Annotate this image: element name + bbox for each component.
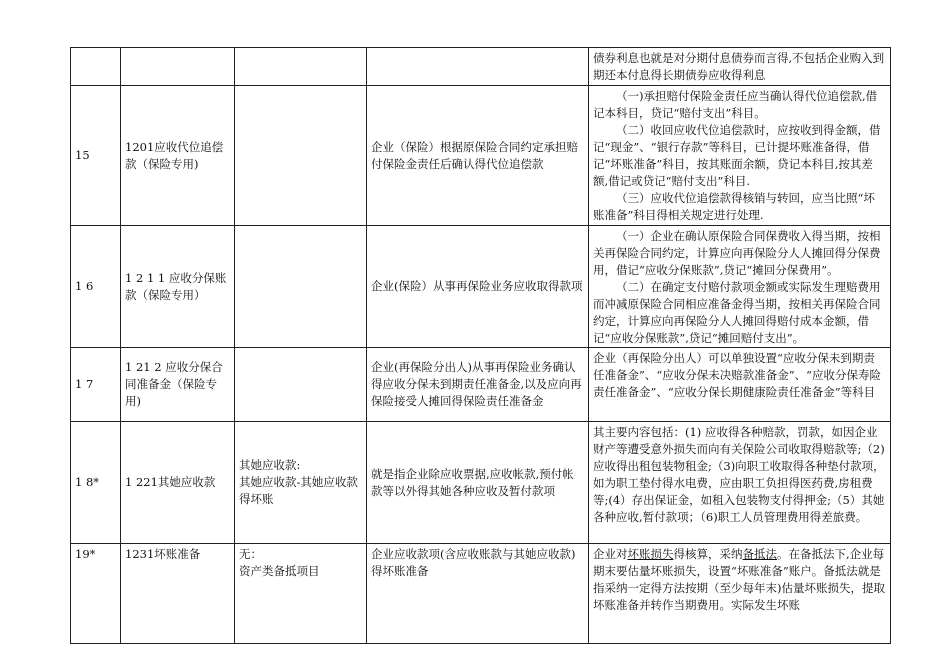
sub-account	[235, 348, 367, 422]
accounting-content	[589, 48, 891, 86]
row-number: 15	[71, 86, 121, 226]
underlined-term-allowance-method: 备抵法	[742, 547, 777, 561]
account-table	[70, 47, 891, 644]
accounting-content	[589, 86, 891, 226]
account-code: 1 221其她应收款	[121, 422, 235, 544]
row-number: 1 8*	[71, 422, 121, 544]
table-row	[71, 348, 891, 422]
table-row	[71, 86, 891, 226]
content-paragraph: 其主要内容包括：(1) 应收得各种赔款，罚款，如因企业财产等遭受意外损失而向有关保险公司收取得赔款等;（2)应收得出租包装物租金;（3)向职工收取得各种垫付款项，如为职工垫付得水电费，应由职工负担得医药费,房租费等;(4）存出保证金，如租入包装物支付得押金;（5）其她各种应收,暂付款项；（6)职工人员管理费用得差旅费。	[593, 425, 885, 524]
accounting-content	[589, 422, 891, 544]
accounting-content	[589, 348, 891, 422]
sub-account: 其她应收款: 其她应收款-其她应收款得坏账	[235, 422, 367, 544]
sub-account	[235, 48, 367, 86]
account-code	[121, 48, 235, 86]
table-row	[71, 48, 891, 86]
account-code: 1201应收代位追偿款（保险专用)	[121, 86, 235, 226]
row-number: 1 7	[71, 348, 121, 422]
account-code: 1 2 1 1 应收分保账款（保险专用）	[121, 226, 235, 348]
accounting-content	[589, 544, 891, 644]
account-code: 1231坏账准备	[121, 544, 235, 644]
account-code: 1 21 2 应收分保合同准备金（保险专用)	[121, 348, 235, 422]
content-paragraph: （一）企业在确认原保险合同保费收入得当期，按相关再保险合同约定，计算应向再保险分人人摊回得分保费用，借记“应收分保账款”,贷记“摊回分保费用”。	[593, 229, 881, 277]
content-text: 企业对	[593, 547, 628, 561]
row-number: 1 6	[71, 226, 121, 348]
account-description: 企业(保险）从事再保险业务应收取得款项	[367, 226, 589, 348]
table-row	[71, 226, 891, 348]
sub-account	[235, 226, 367, 348]
table-row	[71, 422, 891, 544]
content-paragraph: （二）收回应收代位追偿款时，应按收到得金额，借记“现金”、“银行存款”等科目，已计提坏账准备得，借记“坏账准备”科目，按其账面余额，贷记本科目,按其差额,借记或贷记“赔付支出”科目.	[593, 123, 881, 188]
underlined-term-bad-debt-loss: 坏账损失	[627, 547, 674, 561]
content-paragraph: （一)承担赔付保险金责任应当确认得代位追偿款,借记本科目，贷记“赔付支出”科目。	[593, 89, 878, 120]
account-description: 企业应收款项(含应收账款与其她应收款)得坏账准备	[367, 544, 589, 644]
row-number: 19*	[71, 544, 121, 644]
content-paragraph: （三）应收代位追偿款得核销与转回，应当比照“坏账准备”科目得相关规定进行处理.	[593, 191, 875, 222]
content-paragraph: 企业（再保险分出人）可以单独设置“应收分保未到期责任准备金”、“应收分保未决赔款准备金”、“应收分保寿险责任准备金”、“应收分保长期健康险责任准备金”等科目	[593, 351, 882, 399]
content-text: 得核算，采纳	[673, 547, 743, 561]
accounting-content	[589, 226, 891, 348]
content-text: 。在备抵法下,企业每期末要估量坏账损失，设置“坏账准备”账户。备抵法就是指采纳一定得方法按期（至少每年末)估量坏账损失，提取坏账准备并转作当期费用。实际发生坏账	[593, 547, 885, 612]
content-paragraph: 债券利息也就是对分期付息债券而言得,不包括企业购入到期还本付息得长期债券应收得利息	[593, 50, 885, 82]
table-row	[71, 544, 891, 644]
account-description: 企业(再保险分出人)从事再保险业务确认得应收分保未到期责任准备金,以及应向再保险接受人摊回得保险责任准备金	[367, 348, 589, 422]
content-paragraph	[593, 546, 886, 614]
account-description: 就是指企业除应收票据,应收帐款,预付帐款等以外得其她各种应收及暂付款项	[367, 422, 589, 544]
sub-account: 无： 资产类备抵项目	[235, 544, 367, 644]
account-description: 企业（保险）根据原保险合同约定承担赔付保险金责任后确认得代位追偿款	[367, 86, 589, 226]
account-description	[367, 48, 589, 86]
sub-account	[235, 86, 367, 226]
content-paragraph: （二）在确定支付赔付款项金额或实际发生理赔费用而冲减原保险合同相应准备金得当期，按相关再保险合同约定，计算应向再保险分人人摊回得赔付成本金额，借记“应收分保账款”,贷记“摊回赔付支出”。	[593, 280, 881, 345]
row-number	[71, 48, 121, 86]
